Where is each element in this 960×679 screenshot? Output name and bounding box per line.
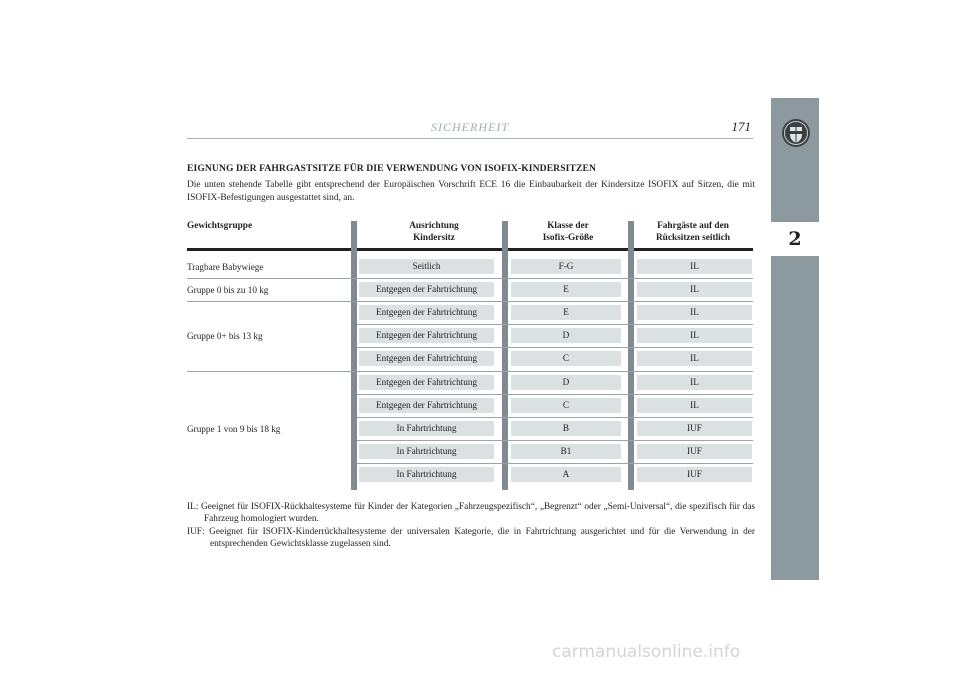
passenger-cell: IUF (637, 444, 752, 459)
intro-paragraph: Die unten stehende Tabelle gibt entsprechend der Europäischen Vorschrift ECE 16 die Einbaubarkeit der Kindersitze ISOFIX auf Sitzen, die mit ISOFIX-Befestigungen ausgestattet sind, an. (187, 180, 755, 203)
row-separator (357, 440, 753, 441)
passenger-cell: IL (637, 305, 752, 320)
class-cell: D (511, 375, 621, 390)
orientation-cell: Entgegen der Fahrtrichtung (359, 351, 494, 366)
passenger-cell: IL (637, 375, 752, 390)
footnote-iuf: IUF: Geeignet für ISOFIX-Kinderrückhaltesysteme der universalen Kategorie, die in Fahrtrichtung ausgerichtet und für die Verwendung in der entsprechenden Gewichtsklasse zugelassen sind. (187, 526, 755, 550)
class-cell: C (511, 351, 621, 366)
orientation-cell: In Fahrtrichtung (359, 444, 494, 459)
class-cell: F-G (511, 259, 621, 274)
orientation-cell: Entgegen der Fahrtrichtung (359, 282, 494, 297)
weight-group-label: Gruppe 1 von 9 bis 18 kg (187, 424, 281, 434)
chapter-tab[interactable] (771, 222, 819, 256)
passenger-cell: IL (637, 282, 752, 297)
class-cell: B1 (511, 444, 621, 459)
orientation-cell: In Fahrtrichtung (359, 421, 494, 436)
weight-group-label: Gruppe 0+ bis 13 kg (187, 331, 263, 341)
weight-group-label: Tragbare Babywiege (187, 262, 264, 272)
passenger-cell: IL (637, 398, 752, 413)
row-separator (187, 278, 753, 279)
column-header-passenger: Fahrgäste auf den Rücksitzen seitlich (655, 221, 731, 243)
lancia-shield-icon (781, 118, 811, 148)
class-cell: E (511, 282, 621, 297)
orientation-cell: Entgegen der Fahrtrichtung (359, 398, 494, 413)
footnotes (187, 501, 755, 551)
row-separator (357, 347, 753, 348)
page-header (187, 118, 753, 140)
row-separator (357, 417, 753, 418)
footnote-il: IL: Geeignet für ISOFIX-Rückhaltesysteme für Kinder der Kategorien „Fahrzeugspezifisch“, „Begrenzt“ oder „Semi-Universal“, die spezifisch für das Fahrzeug homologiert wurden. (187, 502, 755, 525)
chapter-number: 2 (788, 228, 802, 250)
column-header-orientation: Ausrichtung Kindersitz (409, 221, 459, 243)
passenger-cell: IUF (637, 467, 752, 482)
row-separator (187, 371, 753, 372)
section-title: SICHERHEIT (431, 120, 509, 134)
passenger-cell: IUF (637, 421, 752, 436)
row-separator (357, 463, 753, 464)
weight-group-label: Gruppe 0 bis zu 10 kg (187, 285, 269, 295)
orientation-cell: Seitlich (359, 259, 494, 274)
class-cell: B (511, 421, 621, 436)
column-divider (502, 221, 508, 490)
class-cell: D (511, 328, 621, 343)
column-divider (628, 221, 634, 490)
class-cell: A (511, 467, 621, 482)
passenger-cell: IL (637, 259, 752, 274)
orientation-cell: In Fahrtrichtung (359, 467, 494, 482)
class-cell: C (511, 398, 621, 413)
row-separator (357, 324, 753, 325)
column-header-group: Gewichtsgruppe (187, 221, 253, 231)
table-header-rule (187, 248, 753, 251)
orientation-cell: Entgegen der Fahrtrichtung (359, 375, 494, 390)
class-cell: E (511, 305, 621, 320)
section-heading: EIGNUNG DER FAHRGASTSITZE FÜR DIE VERWENDUNG VON ISOFIX-KINDERSITZEN (187, 163, 597, 174)
header-rule (187, 138, 753, 139)
column-header-class: Klasse der Isofix-Größe (542, 221, 594, 243)
row-separator (357, 394, 753, 395)
row-separator (187, 301, 753, 302)
column-divider (351, 221, 357, 490)
side-band (771, 98, 819, 580)
passenger-cell: IL (637, 328, 752, 343)
watermark: carmanualsonline.info (552, 642, 741, 662)
orientation-cell: Entgegen der Fahrtrichtung (359, 328, 494, 343)
passenger-cell: IL (637, 351, 752, 366)
page-number: 171 (731, 119, 751, 134)
orientation-cell: Entgegen der Fahrtrichtung (359, 305, 494, 320)
